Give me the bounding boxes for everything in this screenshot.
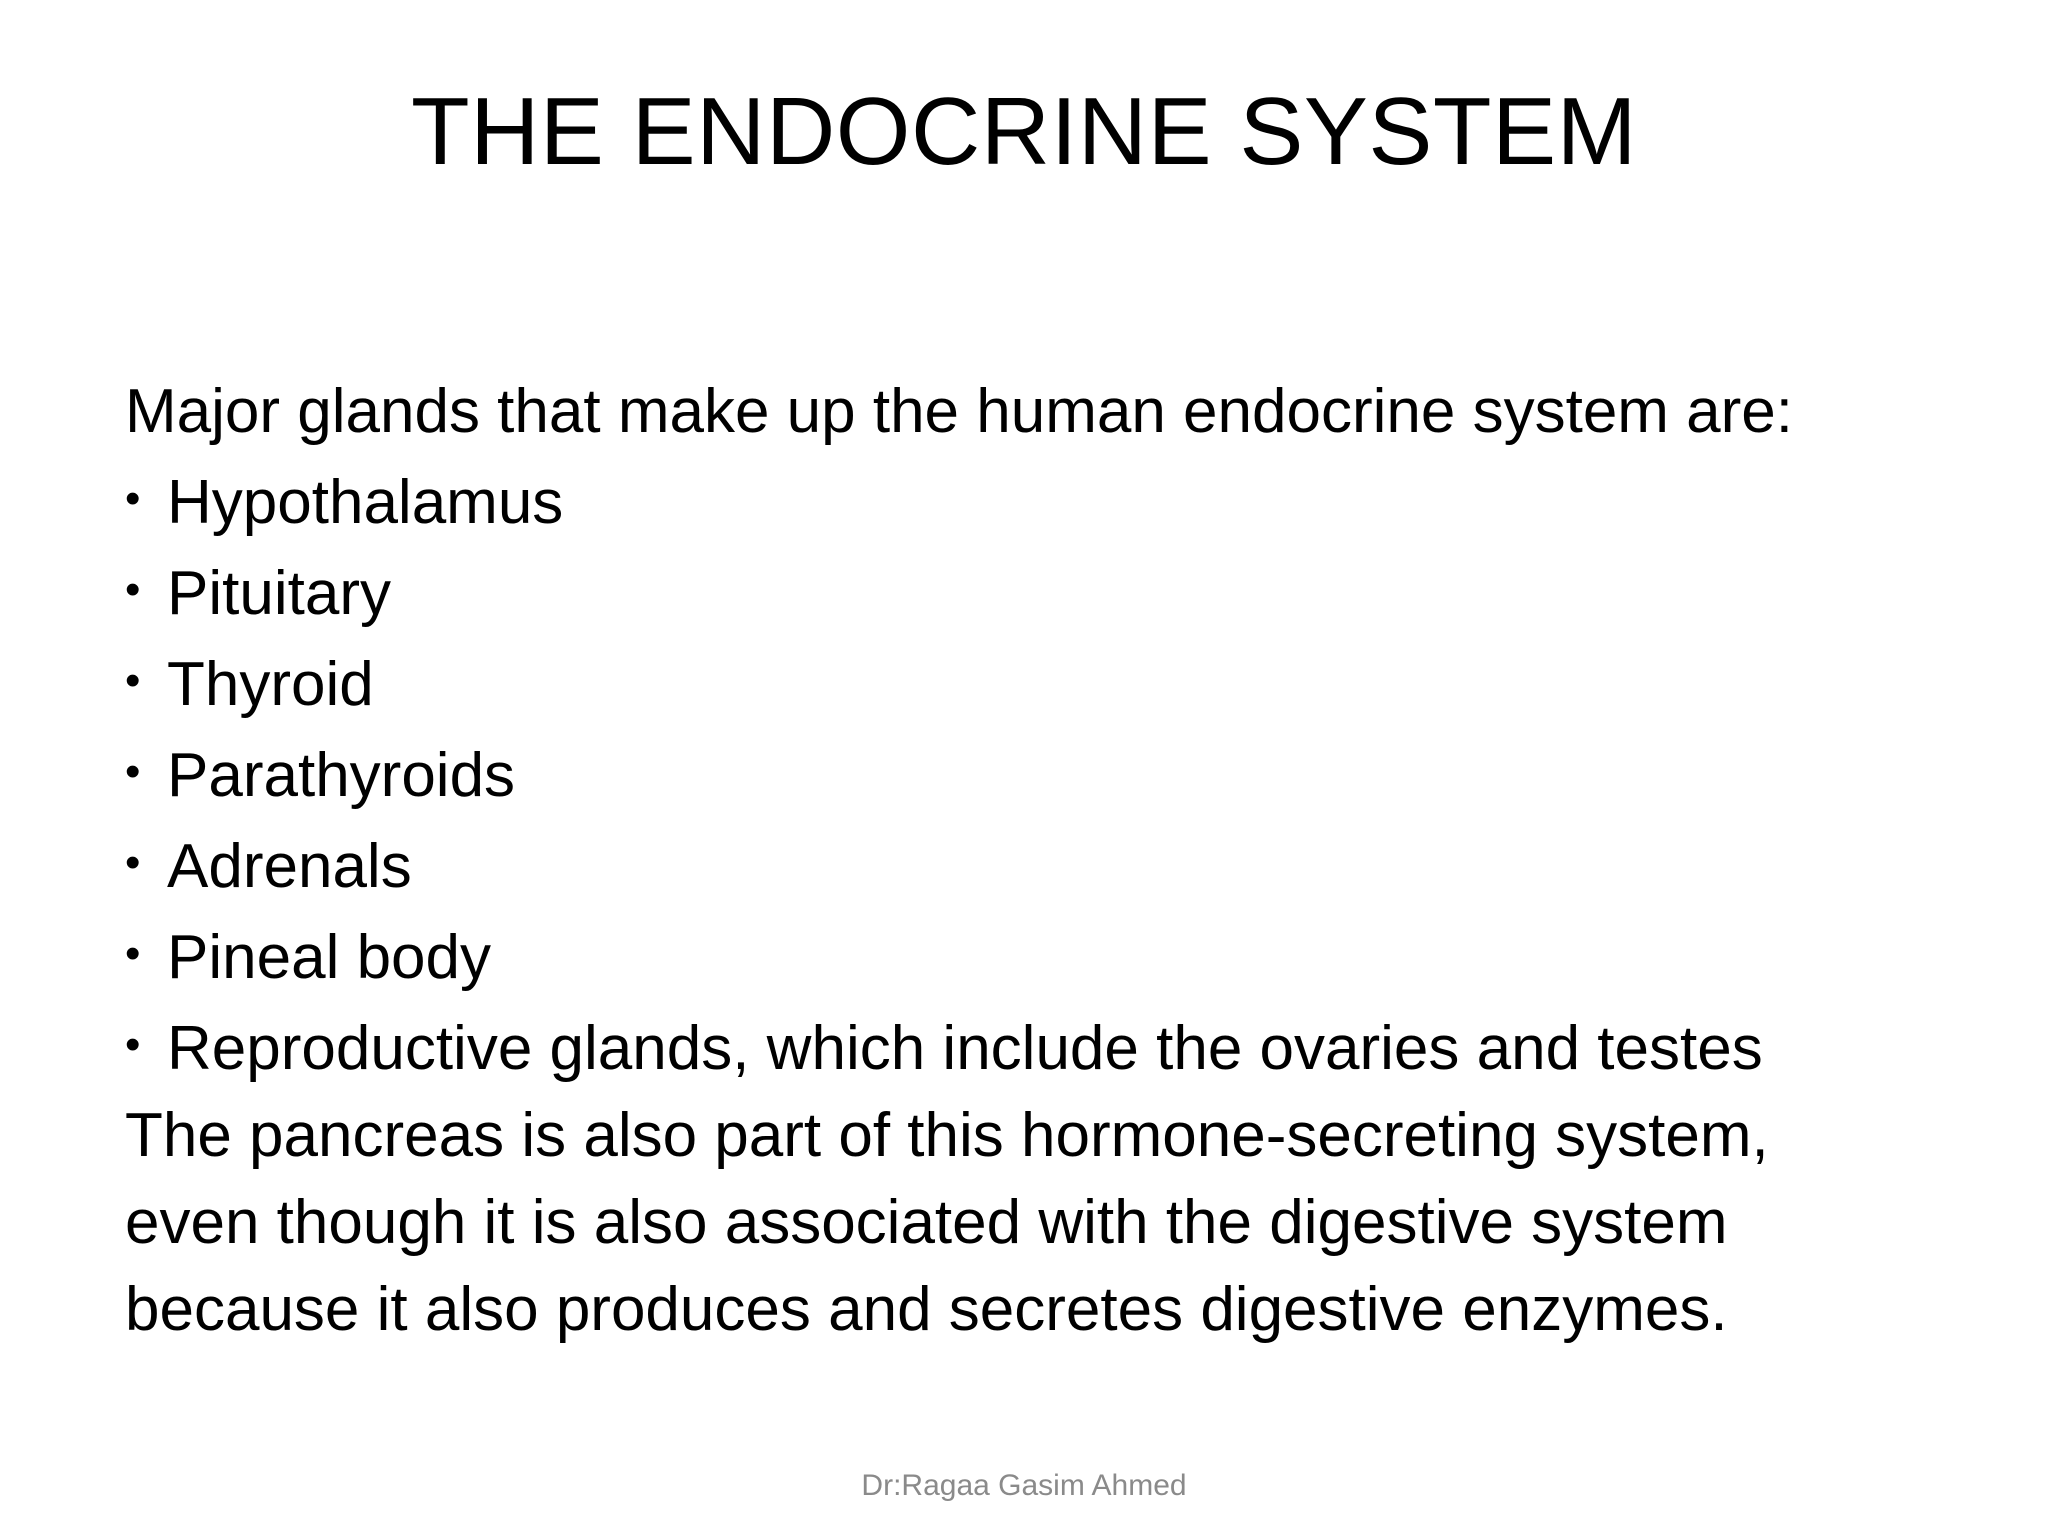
bullet-icon: • [125,838,141,887]
closing-line: even though it is also associated with the digestive system [125,1188,1728,1257]
list-item [125,546,1985,637]
gland-label: Pituitary [167,559,391,628]
bullet-icon: • [125,1020,141,1069]
list-item [125,819,1985,910]
slide-body [125,368,1985,1353]
gland-list [125,455,1985,1092]
closing-line: because it also produces and secretes digestive enzymes. [125,1275,1728,1344]
slide-footer-author: Dr:Ragaa Gasim Ahmed [861,1469,1187,1502]
list-item [125,1001,1985,1092]
slide-title: THE ENDOCRINE SYSTEM [410,78,1638,185]
bullet-icon: • [125,747,141,796]
list-item [125,455,1985,546]
bullet-icon: • [125,565,141,614]
closing-paragraph [125,1092,1985,1353]
list-item [125,637,1985,728]
gland-label: Hypothalamus [167,468,564,537]
gland-label: Adrenals [167,832,412,901]
intro-text: Major glands that make up the human endocrine system are: [125,377,1794,446]
gland-label: Parathyroids [167,741,516,810]
closing-line: The pancreas is also part of this hormone-secreting system, [125,1101,1769,1170]
list-item [125,728,1985,819]
gland-label: Thyroid [167,650,374,719]
gland-label: Pineal body [167,923,492,992]
list-item [125,910,1985,1001]
bullet-icon: • [125,656,141,705]
bullet-icon: • [125,929,141,978]
bullet-icon: • [125,474,141,523]
gland-label: Reproductive glands, which include the ovaries and testes [167,1014,1763,1083]
